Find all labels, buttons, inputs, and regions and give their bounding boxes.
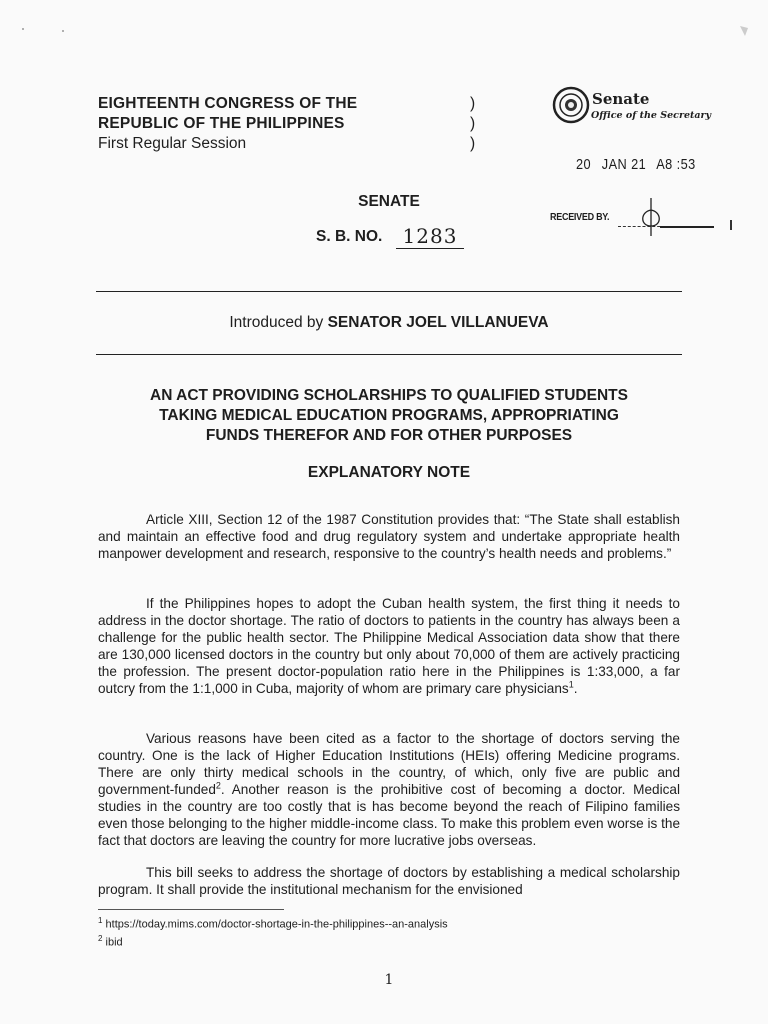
paragraph-1 [98,511,680,562]
footnote-ref: 1 [568,679,574,690]
page-corner-mark [738,24,750,38]
header-parens [470,94,475,154]
chamber-label: SENATE [358,193,420,210]
act-title-line: TAKING MEDICAL EDUCATION PROGRAMS, APPROPRIATING [159,407,619,424]
stamp-day: 20 [576,156,592,173]
page-number: 1 [384,972,394,988]
divider-top [96,291,682,292]
footnote-number: 2 [98,933,103,943]
congress-header [98,94,357,154]
footnote-number: 1 [98,916,103,925]
paragraph-3 [98,730,680,849]
paren: ) [470,135,476,152]
act-title-line: AN ACT PROVIDING SCHOLARSHIPS TO QUALIFIED STUDENTS [150,387,628,404]
paragraph-text: This bill seeks to address the shortage of doctors by establishing a medical scholarship program. It shall provide the institutional mechanism for the envisioned [98,865,680,897]
bill-number: 1283 [396,224,464,249]
congress-line-2: REPUBLIC OF THE PHILIPPINES [98,115,345,132]
footnote-text: https://today.mims.com/doctor-shortage-in-the-philippines--an-analysis [105,918,448,931]
paragraph-run: Various reasons have been cited as a factor to the shortage of doctors serving the country. One is the lack of Higher Education Institutions (HEIs) offering Medicine programs. There are only thirty medical schools in the country, of which, only five are public and government-funded [98,731,680,797]
footnote-divider [98,909,284,910]
stamp-subtitle: Office of the Secretary [591,110,712,121]
paragraph-run: If the Philippines hopes to adopt the Cuban health system, the first thing it needs to address in the doctor shortage. The ratio of doctors to patients in the country has always been a challenge for the public health sector. The Philippine Medical Association data show that there are 130,000 licensed doctors in the country but only about 70,000 of them are actively practicing the profession. The present doctor-population ratio here in the Philippines is 1:33,000, a far outcry from the 1:1,000 in Cuba, majority of whom are primary care physicians [98,596,680,696]
stamp-title: Senate [592,90,650,108]
paragraph-text [98,595,680,697]
congress-line-1: EIGHTEENTH CONGRESS OF THE [98,95,358,112]
scan-speck [22,28,24,30]
sponsor-name: SENATOR JOEL VILLANUEVA [327,314,549,331]
senate-seal-icon [552,86,590,124]
scan-speck [62,30,64,32]
paragraph-text: Article XIII, Section 12 of the 1987 Constitution provides that: “The State shall establish and maintain an effective food and drug regulatory system and undertake appropriate health manpower development and research, responsive to the country’s health needs and problems.” [98,512,680,561]
paragraph-4 [98,864,680,898]
stamp-month-year: JAN 21 [601,156,647,173]
margin-tick [730,220,732,230]
section-heading: EXPLANATORY NOTE [307,464,471,481]
footnotes [98,914,448,949]
footnote-1 [98,914,448,932]
footnote-2 [98,932,448,950]
act-title [80,386,698,446]
act-title-line: FUNDS THEREFOR AND FOR OTHER PURPOSES [205,427,573,444]
stamp-date [576,156,702,173]
paragraph-text [98,730,680,849]
bill-number-label: S. B. NO. [316,228,383,245]
introduced-prefix: Introduced by [229,314,328,331]
received-line-solid [660,226,714,228]
paren: ) [470,115,476,132]
stamp-time: A8 :53 [656,156,696,173]
paragraph-2 [98,595,680,697]
paragraph-run: . Another reason is the prohibitive cost of becoming a doctor. Medical studies in the country are too costly that is has become beyond the reach of Filipino families even those belonging to the higher middle-income class. To make this problem even worse is the fact that doctors are leaving the country for more lucrative jobs overseas. [98,782,680,848]
footnote-ref: 2 [215,780,221,791]
paren: ) [470,95,476,112]
paragraph-run: . [573,681,578,696]
introduced-by [0,314,768,332]
received-by-label: RECEIVED BY. [550,212,610,223]
session-line: First Regular Session [98,135,247,152]
footnote-text: ibid [105,936,123,949]
divider-bottom [96,354,682,355]
